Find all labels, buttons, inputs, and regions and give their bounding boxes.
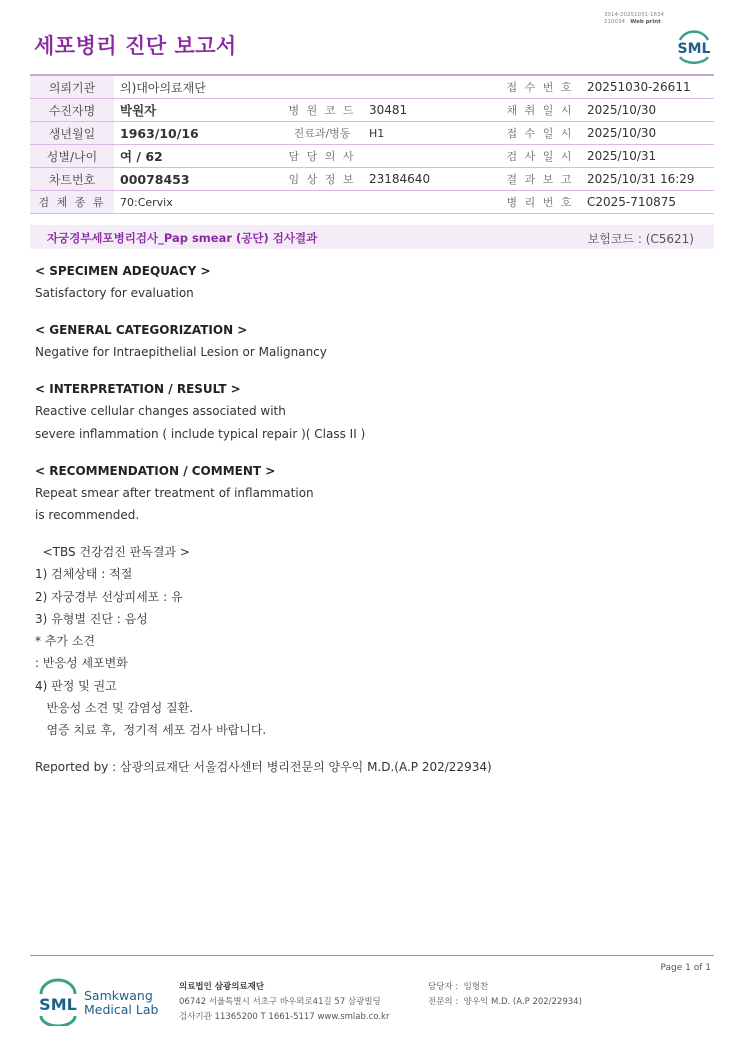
specimen-label: 검 체 종 류 (30, 191, 114, 214)
specialist-name: 양우익 M.D. (A.P 202/22934) (463, 997, 582, 1007)
exam-title-bar (30, 225, 714, 249)
collection-date-label: 채 취 일 시 (499, 99, 581, 122)
org-info (179, 980, 389, 1025)
chart-value: 00078453 (114, 168, 281, 191)
staff-name: 임형찬 (463, 982, 489, 992)
print-code-2: 210034 (604, 19, 625, 25)
logo-text: SML (677, 41, 711, 57)
interpretation-line: Reactive cellular changes associated with (35, 404, 286, 419)
tbs-line: 반응성 소견 및 감염성 질환. (35, 701, 194, 716)
tbs-heading: <TBS 건강검진 판독결과 > (35, 544, 190, 559)
print-label: Web print (630, 19, 661, 25)
exam-title: 자궁경부세포병리검사_Pap smear (공단) 검사결과 (47, 231, 318, 245)
patient-value: 박원자 (114, 99, 281, 122)
recommendation-line: is recommended. (35, 508, 140, 523)
page-number: Page 1 of 1 (660, 963, 711, 973)
adequacy-heading: < SPECIMEN ADEQUACY > (35, 264, 211, 278)
report-title: 세포병리 진단 보고서 (34, 34, 237, 58)
footer-divider (30, 955, 714, 956)
info-row (30, 168, 714, 191)
org-contact: 검사기관 11365200 T 1661-5117 www.smlab.co.kr (179, 1012, 390, 1022)
sml-logo-bottom (36, 978, 80, 1026)
birth-value: 1963/10/16 (114, 122, 281, 145)
sex-age-value: 여 / 62 (114, 145, 281, 168)
adequacy-text: Satisfactory for evaluation (35, 286, 194, 301)
staff-info (428, 980, 582, 1010)
org-name: 의료법인 삼광의료재단 (179, 982, 265, 992)
requesting-org-label: 의뢰기관 (30, 75, 114, 99)
patient-label: 수진자명 (30, 99, 114, 122)
report-date-label: 결 과 보 고 (499, 168, 581, 191)
reported-by: Reported by : 삼광의료재단 서울검사센터 병리전문의 양우익 M.D.(A.P 202/22934) (35, 760, 492, 775)
tbs-line: : 반응성 세포변화 (35, 656, 128, 671)
dept-value: H1 (363, 122, 499, 145)
interpretation-line: severe inflammation ( include typical repair )( Class II ) (35, 426, 366, 441)
receipt-no-value: 20251030-26611 (581, 75, 714, 99)
brand-line-1: Samkwang (84, 988, 153, 1003)
report-date-value: 2025/10/31 16:29 (581, 168, 714, 191)
tbs-line: 염증 치료 후, 정기적 세포 검사 바랍니다. (35, 723, 267, 738)
received-date-value: 2025/10/30 (581, 122, 714, 145)
clinical-value: 23184640 (363, 168, 499, 191)
info-row (30, 99, 714, 122)
tbs-line: 3) 유형별 진단 : 음성 (35, 611, 148, 626)
clinical-label: 임 상 정 보 (281, 168, 363, 191)
hospital-code-value: 30481 (363, 99, 499, 122)
dept-label: 진료과/병동 (281, 122, 363, 145)
info-row (30, 122, 714, 145)
receipt-no-label: 접 수 번 호 (499, 75, 581, 99)
received-date-label: 접 수 일 시 (499, 122, 581, 145)
patient-info-table (30, 74, 714, 214)
recommendation-heading: < RECOMMENDATION / COMMENT > (35, 463, 276, 478)
tbs-line: 1) 검체상태 : 적절 (35, 567, 133, 582)
category-heading: < GENERAL CATEGORIZATION > (35, 323, 248, 338)
category-text: Negative for Intraepithelial Lesion or Malignancy (35, 345, 327, 360)
collection-date-value: 2025/10/30 (581, 99, 714, 122)
org-address: 06742 서울특별시 서초구 바우뫼로41길 57 삼광빌딩 (179, 997, 381, 1007)
birth-label: 생년월일 (30, 122, 114, 145)
exam-date-label: 검 사 일 시 (499, 145, 581, 168)
sex-age-label: 성별/나이 (30, 145, 114, 168)
insurance-code: 보험코드 : (C5621) (587, 232, 694, 246)
brand-line-2: Medical Lab (84, 1002, 159, 1017)
chart-label: 차트번호 (30, 168, 114, 191)
doctor-value (363, 145, 499, 168)
tbs-line: 2) 자궁경부 선상피세포 : 유 (35, 589, 183, 604)
recommendation-line: Repeat smear after treatment of inflammation (35, 485, 314, 500)
doctor-label: 담 당 의 사 (281, 145, 363, 168)
staff-label: 담당자 : (428, 982, 459, 992)
requesting-org-value: 의)대아의료재단 (114, 75, 499, 99)
sml-logo-top (674, 26, 714, 64)
tbs-line: * 추가 소견 (35, 634, 95, 649)
print-code: 3014-20251031-1634 (604, 12, 664, 18)
info-row (30, 75, 714, 99)
brand-name (84, 989, 158, 1017)
tbs-line: 4) 판정 및 권고 (35, 678, 117, 693)
info-row (30, 191, 714, 214)
info-row (30, 145, 714, 168)
specimen-value: 70:Cervix (114, 191, 499, 214)
path-no-value: C2025-710875 (581, 191, 714, 214)
path-no-label: 병 리 번 호 (499, 191, 581, 214)
exam-date-value: 2025/10/31 (581, 145, 714, 168)
logo-text: SML (39, 995, 77, 1014)
interpretation-heading: < INTERPRETATION / RESULT > (35, 382, 241, 397)
hospital-code-label: 병 원 코 드 (281, 99, 363, 122)
report-body (35, 260, 715, 778)
print-stamp (604, 12, 664, 26)
specialist-label: 전문의 : (428, 997, 459, 1007)
